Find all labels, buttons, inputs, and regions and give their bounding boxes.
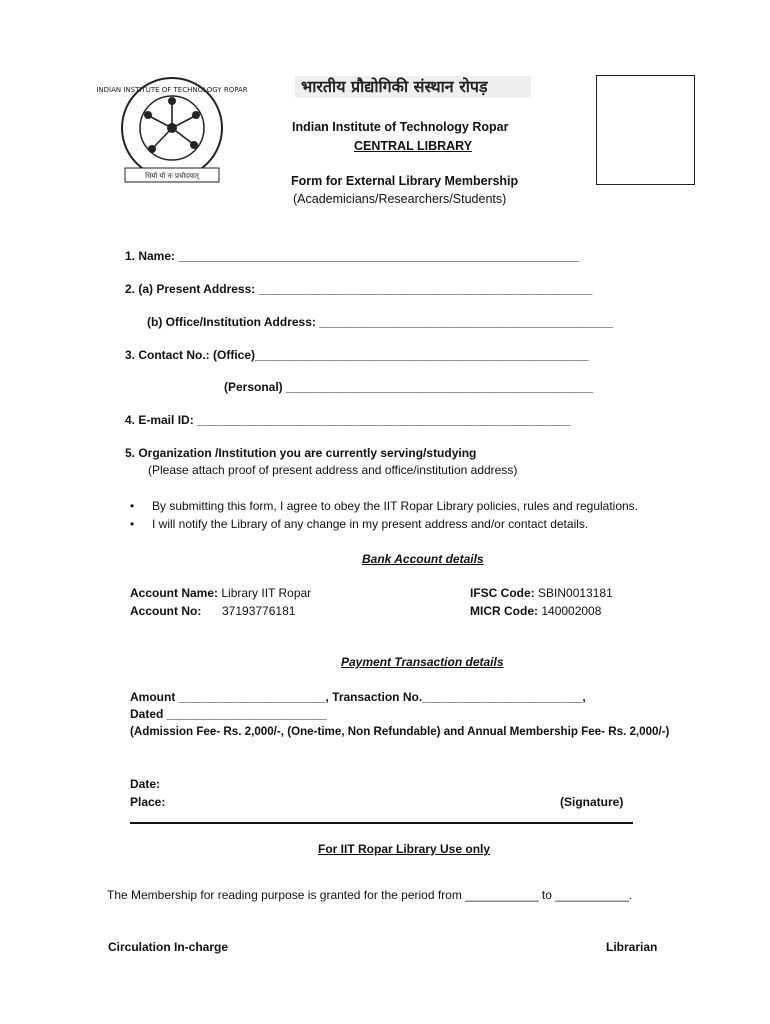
declaration-1: By submitting this form, I agree to obey the IIT Ropar Library policies, rules and regulations. <box>152 499 639 513</box>
account-name-value: Library IIT Ropar <box>221 586 312 600</box>
micr-row <box>470 604 601 618</box>
place-label[interactable]: Place: <box>130 795 166 809</box>
photo-box <box>596 75 695 185</box>
divider <box>130 822 633 824</box>
contact-office-field[interactable]: 3. Contact No.: (Office)__________________________________________________ <box>125 348 589 362</box>
amount-transaction-field[interactable]: Amount ______________________, Transaction No.________________________, <box>130 690 586 704</box>
circulation-incharge-label: Circulation In-charge <box>108 940 229 954</box>
present-address-field[interactable]: 2. (a) Present Address: __________________________________________________ <box>125 282 593 296</box>
account-name-label: Account Name: <box>130 586 219 600</box>
form-title: Form for External Library Membership <box>291 174 519 188</box>
micr-value: 140002008 <box>541 604 602 618</box>
dated-field[interactable]: Dated ________________________ <box>130 707 327 721</box>
micr-label: MICR Code: <box>470 604 538 618</box>
form-subtitle: (Academicians/Researchers/Students) <box>293 192 507 206</box>
ifsc-label: IFSC Code: <box>470 586 535 600</box>
period-text[interactable]: The Membership for reading purpose is granted for the period from ___________ to ___________. <box>107 888 633 902</box>
bullet-icon: • <box>130 499 135 513</box>
library-name: CENTRAL LIBRARY <box>354 139 473 153</box>
librarian-label: Librarian <box>606 940 658 954</box>
fee-note: (Admission Fee- Rs. 2,000/-, (One-time, Non Refundable) and Annual Membership Fee- Rs. 2,000/-) <box>130 725 670 738</box>
organization-note: (Please attach proof of present address and office/institution address) <box>148 463 518 477</box>
bank-heading: Bank Account details <box>362 552 484 566</box>
logo-motto: धियो यो नः प्रचोदयात् <box>145 172 199 180</box>
date-label[interactable]: Date: <box>130 777 161 791</box>
name-field[interactable]: 1. Name: ____________________________________________________________ <box>125 249 579 263</box>
office-address-field[interactable]: (b) Office/Institution Address: ____________________________________________ <box>147 315 613 329</box>
contact-personal-field[interactable]: (Personal) ______________________________________________ <box>224 380 594 394</box>
declaration-2: I will notify the Library of any change in my present address and/or contact details. <box>152 517 589 531</box>
account-name-row <box>130 586 311 600</box>
signature-label[interactable]: (Signature) <box>560 795 624 809</box>
organization-field[interactable]: 5. Organization /Institution you are currently serving/studying <box>125 446 477 460</box>
hindi-institute-name: भारतीय प्रौद्योगिकी संस्थान रोपड़ <box>295 76 531 98</box>
ifsc-value: SBIN0013181 <box>538 586 613 600</box>
iit-ropar-logo <box>96 76 248 186</box>
ifsc-row <box>470 586 613 600</box>
logo-caption: INDIAN INSTITUTE OF TECHNOLOGY ROPAR <box>96 86 248 94</box>
bullet-icon: • <box>130 517 135 531</box>
account-no-value: 37193776181 <box>222 604 296 618</box>
account-no-label: Account No: <box>130 604 202 618</box>
email-field[interactable]: 4. E-mail ID: ________________________________________________________ <box>125 413 571 427</box>
office-use-heading: For IIT Ropar Library Use only <box>318 842 491 856</box>
payment-heading: Payment Transaction details <box>341 655 504 669</box>
institute-name: Indian Institute of Technology Ropar <box>292 120 509 134</box>
